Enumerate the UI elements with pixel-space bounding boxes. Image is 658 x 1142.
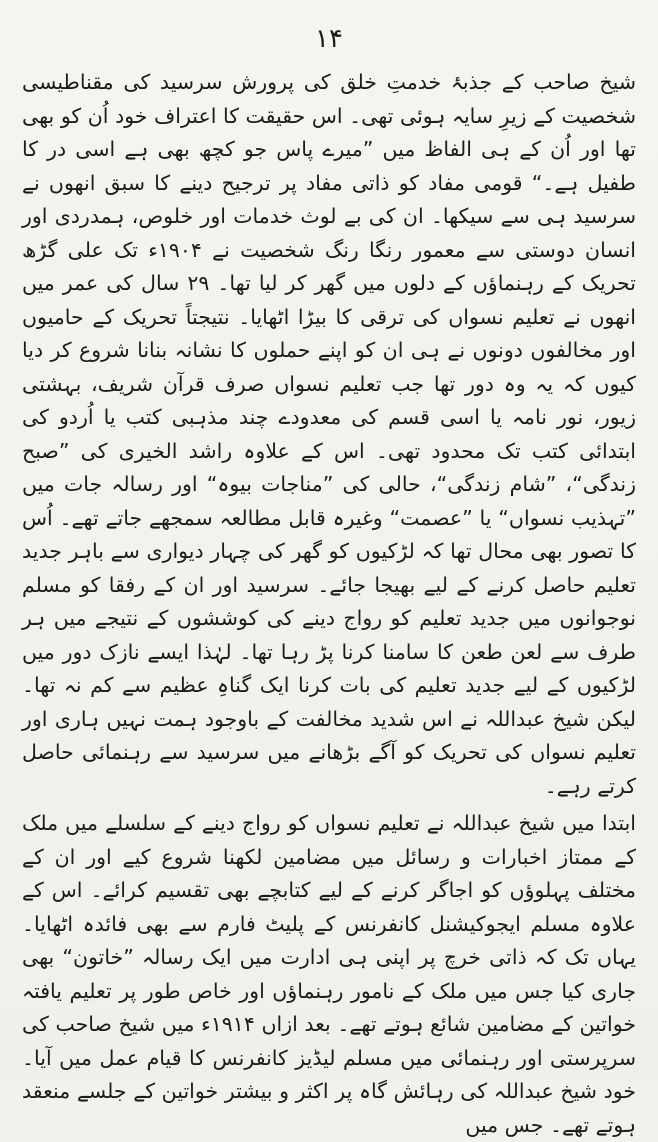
paragraph-1: شیخ صاحب کے جذبۂ خدمتِ خلق کی پرورش سرسید کی مقناطیسی شخصیت کے زیرِ سایہ ہوئی تھی۔ اس حقیقت کا اعتراف خود اُن کو بھی تھا اور اُن کے ہی الفاظ میں ”میرے پاس جو کچھ بھی ہے اسی در کا طفیل ہے۔“ قومی مفاد کو ذاتی مفاد پر ترجیح دینے کا سبق انھوں نے سرسید ہی سے سیکھا۔ ان کی بے لوث خدمات اور خلوص، ہمدردی اور انسان دوستی سے معمور رنگا رنگ شخصیت نے ۱۹۰۴ء تک علی گڑھ تحریک کے رہنماؤں کے دلوں میں گھر کر لیا تھا۔ ۲۹ سال کی عمر میں انھوں نے تعلیم نسواں کی ترقی کا بیڑا اٹھایا۔ نتیجتاً تحریک کے حامیوں اور مخالفوں دونوں نے ہی ان کو اپنے حملوں کا نشانہ بنانا شروع کر دیا کیوں کہ یہ وہ دور تھا جب تعلیم نسواں صرف قرآن شریف، بہشتی زیور، نور نامہ یا اسی قسم کی معدودے چند مذہبی کتب یا اُردو کی ابتدائی کتب تک محدود تھی۔ اس کے علاوہ راشد الخیری کی ”صبح زندگی“، ”شام زندگی“، حالی کی ”مناجات بیوہ“ اور رسالہ جات میں ”تہذیب نسواں“ یا ”عصمت“ وغیرہ قابل مطالعہ سمجھے جاتے تھے۔ اُس کا تصور بھی محال تھا کہ لڑکیوں کو گھر کی چہار دیواری سے باہر جدید تعلیم حاصل کرنے کے لیے بھیجا جائے۔ سرسید اور ان کے رفقا کو مسلم نوجوانوں میں جدید تعلیم کو رواج دینے کی کوششوں کے نتیجے میں ہر طرف سے لعن طعن کا سامنا کرنا پڑ رہا تھا۔ لہٰذا ایسے نازک دور میں لڑکیوں کے لیے جدید تعلیم کی بات کرنا ایک گناہِ عظیم سے کم نہ تھا۔ لیکن شیخ عبداللہ نے اس شدید مخالفت کے باوجود ہمت نہیں ہاری اور تعلیم نسواں کی تحریک کو آگے بڑھانے میں سرسید سے رہنمائی حاصل کرتے رہے۔ — [22, 70, 636, 798]
page-number: ۱۴ — [315, 24, 343, 54]
paragraph-2: ابتدا میں شیخ عبداللہ نے تعلیم نسواں کو رواج دینے کے سلسلے میں ملک کے ممتاز اخبارات و رسائل میں مضامین لکھنا شروع کیے اور ان کے مختلف پہلوؤں کو اجاگر کرنے کے لیے کتابچے بھی تقسیم کرائے۔ اس کے علاوہ مسلم ایجوکیشنل کانفرنس کے پلیٹ فارم سے بھی فائدہ اٹھایا۔ یہاں تک کہ ذاتی خرچ پر اپنی ہی ادارت میں ایک رسالہ ”خاتون“ بھی جاری کیا جس میں ملک کے نامور رہنماؤں اور خاص طور پر تعلیم یافتہ خواتین کے مضامین شائع ہوتے تھے۔ بعد ازاں ۱۹۱۴ء میں شیخ صاحب کی سرپرستی اور رہنمائی میں مسلم لیڈیز کانفرنس کا قیام عمل میں آیا۔ خود شیخ عبداللہ کی رہائش گاہ پر اکثر و بیشتر خواتین کے جلسے منعقد ہوتے تھے۔ جس میں — [22, 811, 637, 1137]
page-body — [22, 66, 636, 1142]
